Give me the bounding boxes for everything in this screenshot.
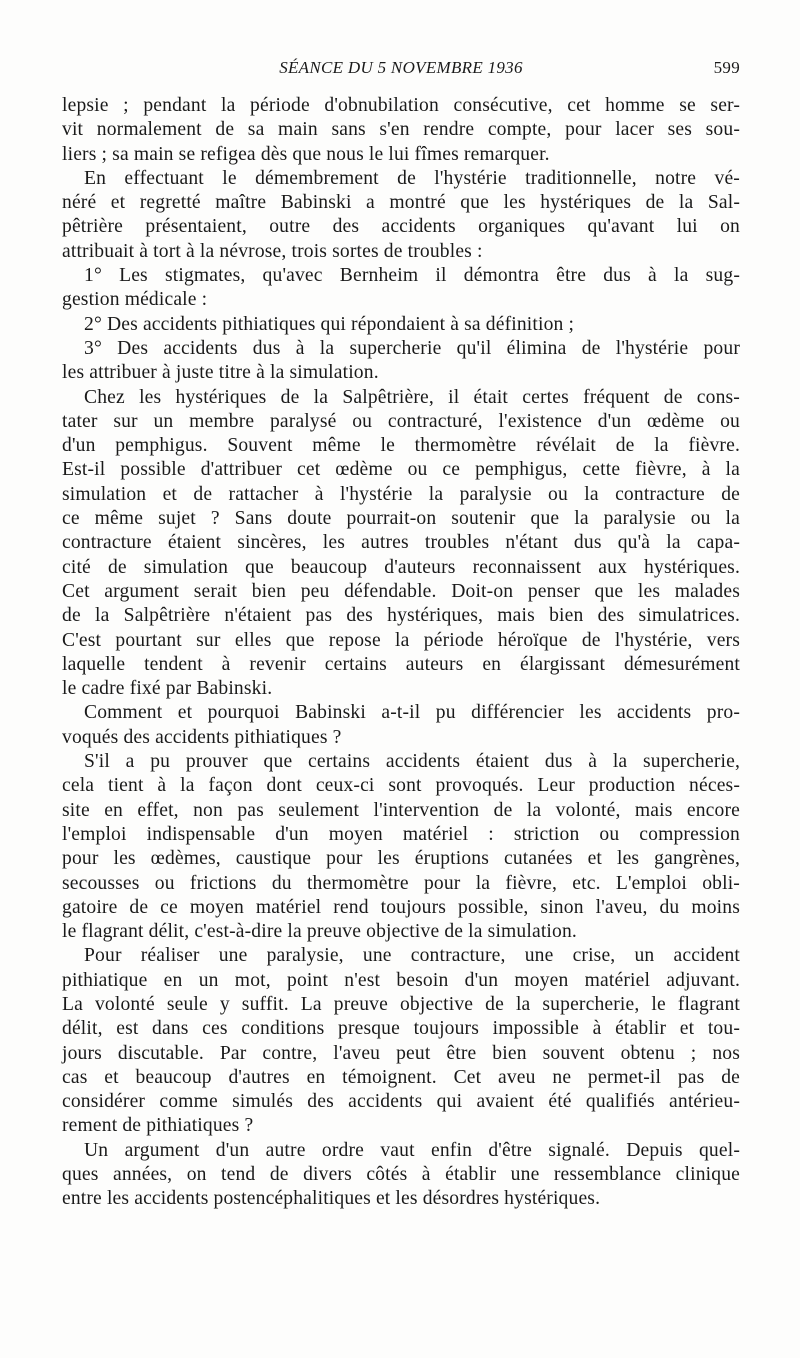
text-line: jours discutable. Par contre, l'aveu peut être bien souvent obtenu ; nos (62, 1042, 740, 1064)
text-line: le cadre fixé par Babinski. (62, 678, 273, 700)
text-line: C'est pourtant sur elles que repose la période héroïque de l'hystérie, vers (62, 629, 740, 651)
text-line: 1° Les stigmates, qu'avec Bernheim il démontra être dus à la sug- (84, 265, 740, 287)
text-line: laquelle tendent à revenir certains auteurs en élargissant démesurément (62, 653, 740, 675)
text-line: pour les œdèmes, caustique pour les éruptions cutanées et les gangrènes, (62, 848, 740, 870)
text-line: Comment et pourquoi Babinski a-t-il pu différencier les accidents pro- (84, 702, 740, 724)
paragraph (62, 750, 740, 944)
paragraph (62, 944, 740, 1138)
text-line: S'il a pu prouver que certains accidents étaient dus à la supercherie, (84, 751, 740, 773)
text-line: liers ; sa main se refigea dès que nous le lui fîmes remarquer. (62, 143, 550, 165)
paragraph (62, 264, 740, 313)
paragraph (62, 386, 740, 702)
text-line: tater sur un membre paralysé ou contracturé, l'existence d'un œdème ou (62, 410, 740, 432)
paragraph (62, 94, 740, 167)
text-line: Est-il possible d'attribuer cet œdème ou ce pemphigus, cette fièvre, à la (62, 459, 740, 481)
text-line: site en effet, non pas seulement l'intervention de la volonté, mais encore (62, 799, 740, 821)
paragraph (62, 167, 740, 264)
running-header (62, 58, 740, 82)
page-number: 599 (713, 58, 740, 77)
text-line: pithiatique en un mot, point n'est besoin d'un moyen matériel adjuvant. (62, 969, 740, 991)
text-line: cela tient à la façon dont ceux-ci sont provoqués. Leur production néces- (62, 775, 740, 797)
text-line: Un argument d'un autre ordre vaut enfin d'être signalé. Depuis quel- (84, 1139, 740, 1161)
text-line: secousses ou frictions du thermomètre pour la fièvre, etc. L'emploi obli- (62, 872, 740, 894)
text-line: simulation et de rattacher à l'hystérie la paralysie ou la contracture de (62, 483, 740, 505)
paragraph (62, 1139, 740, 1212)
text-line: l'emploi indispensable d'un moyen matériel : striction ou compression (62, 823, 740, 845)
text-line: de la Salpêtrière n'étaient pas des hystériques, mais bien des simulatrices. (62, 605, 740, 627)
text-line: les attribuer à juste titre à la simulation. (62, 362, 379, 384)
text-line: délit, est dans ces conditions presque toujours impossible à établir et tou- (62, 1018, 740, 1040)
text-line: pêtrière présentaient, outre des accidents organiques qu'avant lui on (62, 216, 740, 238)
text-line: En effectuant le démembrement de l'hystérie traditionnelle, notre vé- (84, 167, 740, 189)
paragraph (62, 701, 740, 750)
text-line: néré et regretté maître Babinski a montré que les hystériques de la Sal- (62, 192, 740, 214)
text-line: entre les accidents postencéphalitiques et les désordres hystériques. (62, 1188, 601, 1210)
text-line: gestion médicale : (62, 289, 208, 311)
text-line: le flagrant délit, c'est-à-dire la preuve objective de la simulation. (62, 921, 577, 943)
running-title: SÉANCE DU 5 NOVEMBRE 1936 (279, 58, 523, 77)
text-line: 3° Des accidents dus à la supercherie qu'il élimina de l'hystérie pour (84, 337, 740, 359)
text-line: contracture étaient sincères, les autres troubles n'étant dus qu'à la capa- (62, 532, 740, 554)
text-line: 2° Des accidents pithiatiques qui répondaient à sa définition ; (84, 313, 575, 335)
text-line: cité de simulation que beaucoup d'auteurs reconnaissent aux hystériques. (62, 556, 740, 578)
text-line: ques années, on tend de divers côtés à établir une ressemblance clinique (62, 1164, 740, 1186)
text-line: vit normalement de sa main sans s'en rendre compte, pour lacer ses sou- (62, 119, 740, 141)
text-line: Chez les hystériques de la Salpêtrière, il était certes fréquent de cons- (84, 386, 740, 408)
text-line: lepsie ; pendant la période d'obnubilation consécutive, cet homme se ser- (62, 95, 740, 116)
text-line: cas et beaucoup d'autres en témoignent. Cet aveu ne permet-il pas de (62, 1066, 740, 1088)
paragraph (62, 313, 740, 337)
paragraph (62, 337, 740, 386)
text-line: Cet argument serait bien peu défendable. Doit-on penser que les malades (62, 580, 740, 602)
text-line: d'un pemphigus. Souvent même le thermomètre révélait de la fièvre. (62, 435, 740, 457)
text-line: considérer comme simulés des accidents qui avaient été qualifiés antérieu- (62, 1091, 740, 1113)
text-line: rement de pithiatiques ? (62, 1115, 254, 1137)
text-line: La volonté seule y suffit. La preuve objective de la supercherie, le flagrant (62, 993, 740, 1015)
text-line: attribuait à tort à la névrose, trois sortes de troubles : (62, 240, 483, 262)
text-line: ce même sujet ? Sans doute pourrait-on soutenir que la paralysie ou la (62, 508, 740, 530)
text-line: voqués des accidents pithiatiques ? (62, 726, 342, 748)
text-line: gatoire de ce moyen matériel rend toujours possible, sinon l'aveu, du moins (62, 896, 740, 918)
body-text (62, 94, 740, 1212)
text-line: Pour réaliser une paralysie, une contracture, une crise, un accident (84, 945, 740, 967)
